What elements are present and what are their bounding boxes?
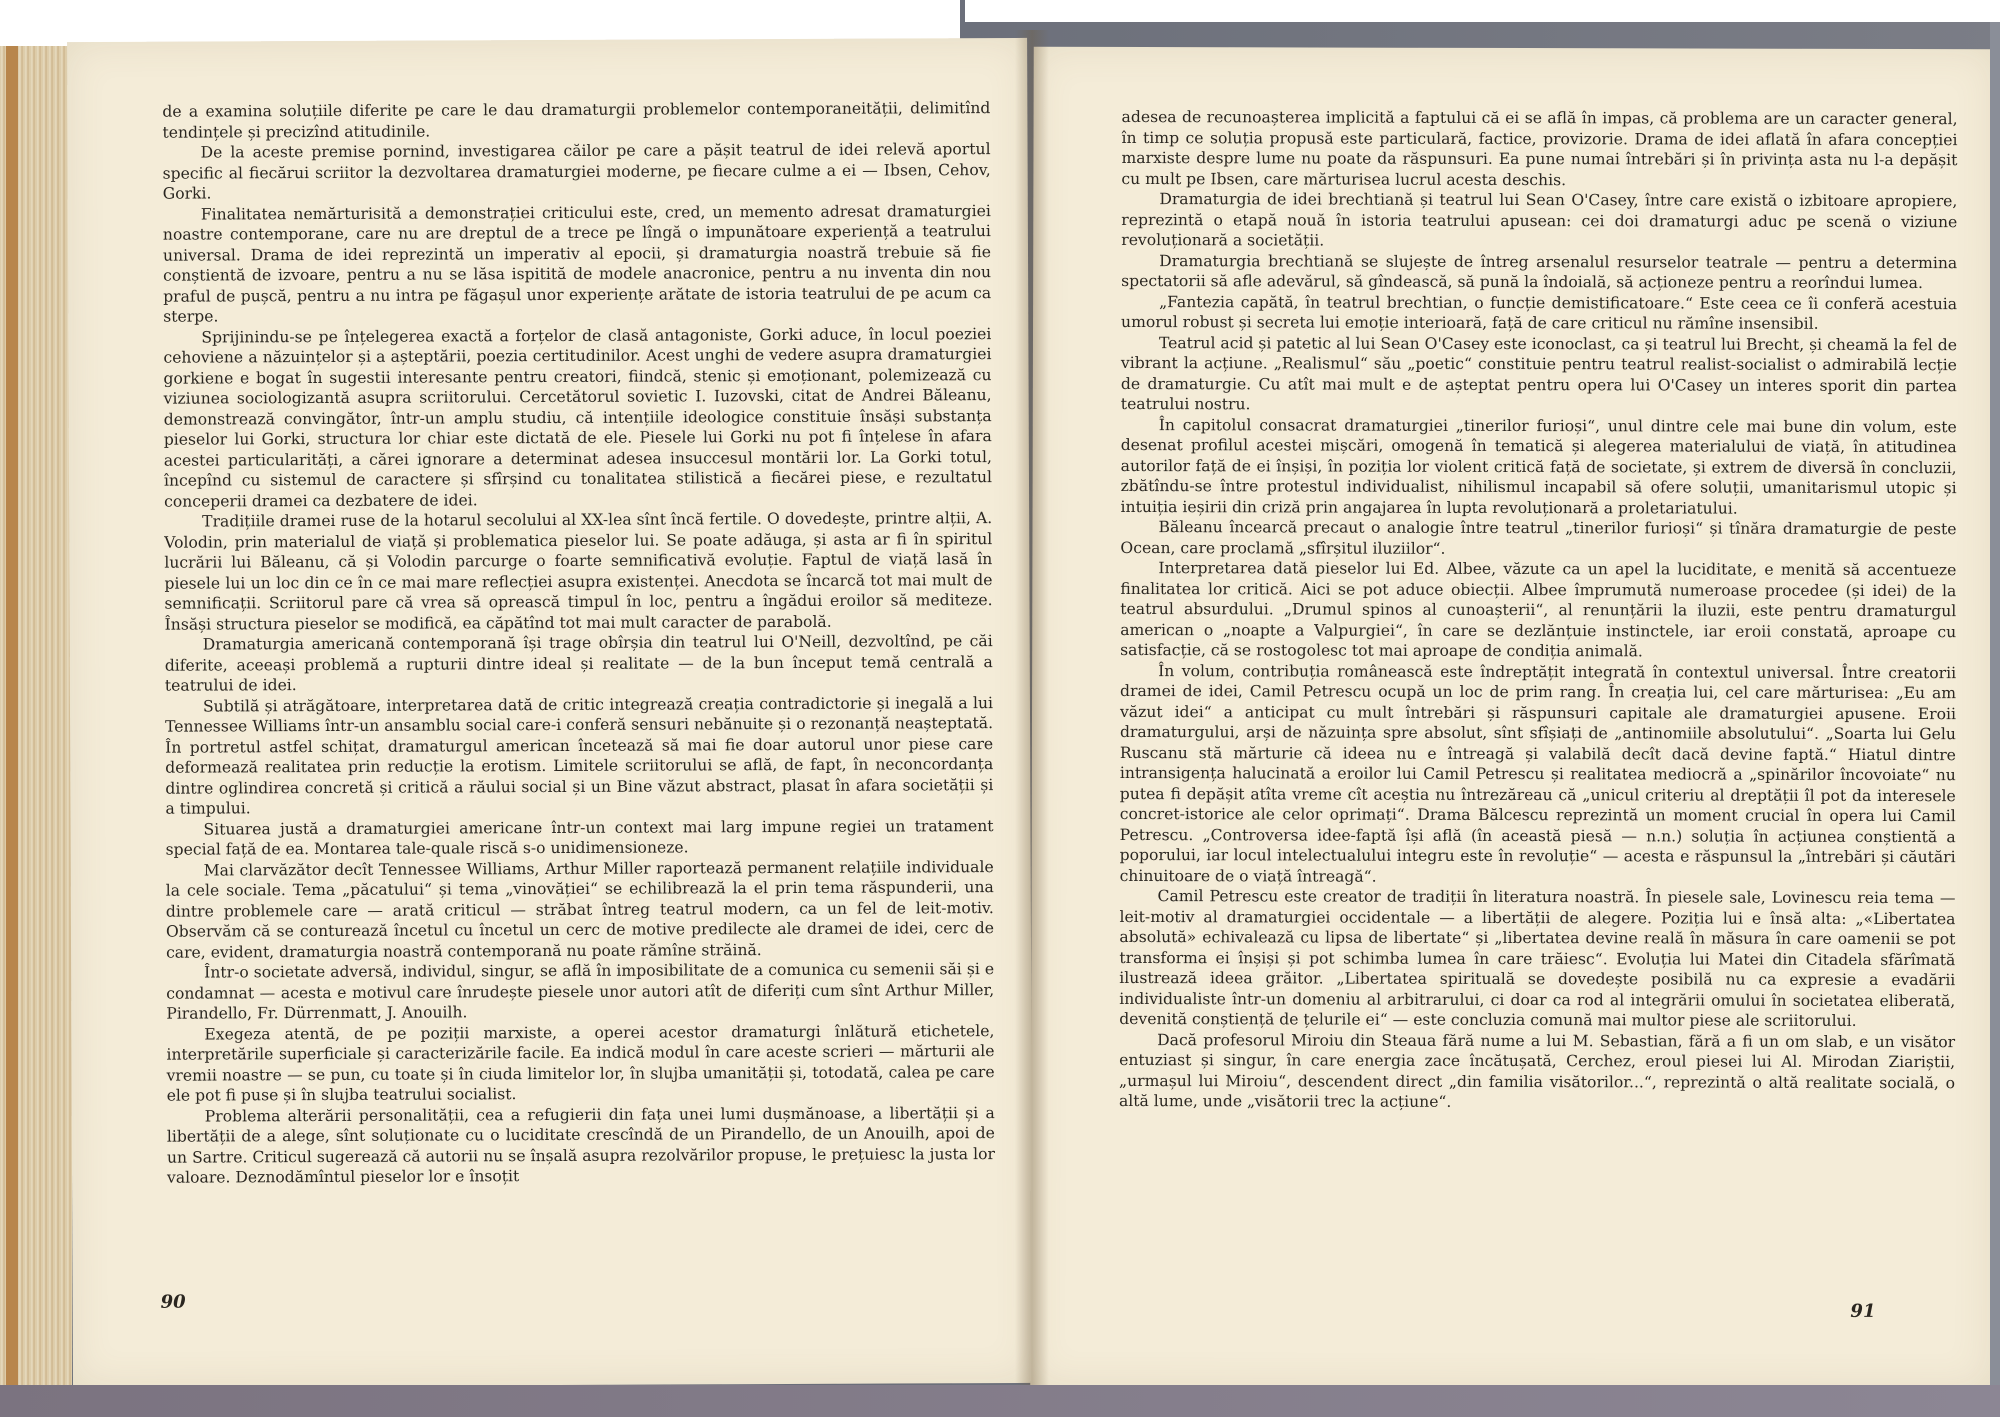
paragraph: În volum, contribuția românească este îndreptățit integrată în contextul universal. Între creatorii dramei de idei, Camil Petrescu ocupă un loc de prim rang. În creația lui, cel care mărturisea: „Eu am văzut idei“ a anticipat cu mult întrebări și răspunsuri capitale ale dramaturgiei apusene. Eroii dramaturgului, arși de năzuința spre absolut, sînt sfîșiați de „antinomiile absolutului“. „Soarta lui Gelu Ruscanu stă mărturie că ideea nu e întreagă și valabilă decît dacă devine faptă.“ Hiatul dintre intransigența halucinată a eroilor lui Camil Petrescu și realitatea mediocră a „spinărilor încovoiate“ nu putea fi depășit atîta vreme cît aceștia nu întrezăreau că „unicul criteriu al dreptății îl pot da interesele concret-istorice ale celor oprimați“. Drama Bălcescu reprezintă un moment crucial în opera lui Camil Petrescu. „Controversa idee-faptă își află (în această piesă — n.n.) soluția în acțiunea conștientă a poporului, iar locul intelectualului integru este în revoluție“ — acesta e răspunsul la „întrebări și căutări chinuitoare de o viață întreagă“. bbox=[1119, 661, 1957, 886]
paragraph: În capitolul consacrat dramaturgiei „tinerilor furioși“, unul dintre cele mai bune din volum, este desenat profilul acestei mișcări, omogenă în tematică și alegerea materialului de viață, în atitudinea autorilor față de ei înșiși, în poziția lor violent critică față de societate, și extrem de diversă în concluzii, zbătîndu-se între protestul individualist, nihilismul incapabil să ofere soluții, umanitarismul utopic și intuiția ieșirii din criză prin angajarea în lupta revoluționară a proletariatului. bbox=[1120, 415, 1957, 518]
paragraph: Tradițiile dramei ruse de la hotarul secolului al XX-lea sînt încă fertile. O dovedește, printre alții, A. Volodin, prin materialul de viață și problematica pieselor lui. Se poate adăuga, și asta ar fi în spiritul lucrării lui Băleanu, că și Volodin parcurge o foarte semnificativă evoluție. Faptul de viață lasă în piesele lui un loc din ce în ce mai mare reflecției asupra existenței. Anecdota se încarcă tot mai mult de semnificații. Scriitorul pare că vrea să oprească timpul în loc, pentru a îngădui eroilor să mediteze. Însăși structura pieselor se modifică, ea căpătînd tot mai mult caracter de parabolă. bbox=[164, 509, 993, 634]
paragraph: Interpretarea dată pieselor lui Ed. Albee, văzute ca un apel la luciditate, e menită să accentueze finalitatea lor critică. Aici se pot aduce obiecții. Albee împrumută numeroase procedee (și idei) de la teatrul absurdului. „Drumul spinos al cunoașterii“, al renunțării la iluzii, este pentru dramaturgul american o „noapte a Valpurgiei“, în care se dezlănțuie instinctele, iar eroii constată, aproape cu satisfacție, că se rostogolesc tot mai aproape de condiția animală. bbox=[1120, 559, 1957, 661]
book-gutter bbox=[1015, 30, 1049, 1400]
page-number-right: 91 bbox=[1850, 1300, 1876, 1322]
paragraph: Dacă profesorul Miroiu din Steaua fără nume a lui M. Sebastian, fără a fi un om slab, e un visător entuziast și singur, în care energia zace încătușată, Cerchez, eroul piesei lui Al. Mirodan Ziariștii, „urmașul lui Miroiu“, descendent direct „din familia visătorilor...“, reprezintă o altă realitate socială, o altă lume, unde „visătorii trec la acțiune“. bbox=[1118, 1030, 1956, 1111]
left-page bbox=[67, 38, 1033, 1387]
paragraph: Subtilă și atrăgătoare, interpretarea dată de critic integrează creația contradictorie și inegală a lui Tennessee Williams într-un ansamblu social care-i conferă sensuri nebănuite și o rezonanță neașteptată. În portretul astfel schițat, dramaturgul american încetează să mai fie doar autorul unor piese care deformează realitatea prin reducție la erotism. Limitele scriitorului se află, de fapt, în neconcordanța dintre oglindirea concretă și critică a răului social și un Bine văzut abstract, plasat în afara societății și a timpului. bbox=[165, 693, 994, 818]
cover-edge-bottom bbox=[0, 1385, 2000, 1417]
paragraph: de a examina soluțiile diferite pe care le dau dramaturgii problemelor contemporaneității, delimitînd tendințele și precizînd atitudinile. bbox=[162, 99, 991, 142]
page-number-left: 90 bbox=[160, 1291, 186, 1313]
paragraph: Sprijinindu-se pe înțelegerea exactă a forțelor de clasă antagoniste, Gorki aduce, în locul poeziei cehoviene a năzuințelor și a așteptării, poezia certitudinilor. Acest unghi de vedere asupra dramaturgiei gorkiene e bogat în sugestii interesante pentru creatori, fiindcă, stenic și emoționant, polemizează cu viziunea sociologizantă asupra scriitorului. Cercetătorul sovietic I. Iuzovski, citat de Andrei Băleanu, demonstrează convingător, într-un amplu studiu, că intențiile ideologice constituie însăși substanța pieselor lui Gorki, structura lor chiar este dictată de ele. Piesele lui Gorki nu pot fi înțelese în afara acestei particularități, a cărei ignorare a determinat adesea insuccesul montării lor. La Gorki totul, începînd cu sistemul de caractere și sfîrșind cu tonalitatea stilistică a fiecărei piese, e rezultatul conceperii dramei ca dezbatere de idei. bbox=[163, 324, 993, 511]
paragraph: De la aceste premise pornind, investigarea căilor pe care a pășit teatrul de idei relevă aportul specific al fiecărui scriitor la dezvoltarea dramaturgiei moderne, pe fiecare culme a ei — Ibsen, Cehov, Gorki. bbox=[162, 140, 991, 203]
paragraph: Teatrul acid și patetic al lui Sean O'Casey este iconoclast, ca și teatrul lui Brecht, și cheamă la fel de vibrant la acțiune. „Realismul“ său „poetic“ constituie pentru teatrul realist-socialist o admirabilă lecție de dramaturgie. Cu atît mai mult e de așteptat pentru opera lui O'Casey un interes sporit din partea teatrului nostru. bbox=[1120, 333, 1958, 414]
background-top-right bbox=[965, 0, 2000, 22]
left-page-text bbox=[162, 98, 995, 1188]
paragraph: Situarea justă a dramaturgiei americane într-un context mai larg impune regiei un tratament special față de ea. Montarea tale-quale riscă s-o unidimensioneze. bbox=[165, 816, 994, 859]
paragraph: „Fantezia capătă, în teatrul brechtian, o funcție demistificatoare.“ Este ceea ce îi conferă acestuia umorul robust și secreta lui emoție interioară, față de care criticul nu rămîne insensibil. bbox=[1121, 292, 1958, 333]
paragraph: Camil Petrescu este creator de tradiții în literatura noastră. În piesele sale, Lovinescu reia tema — leit-motiv al dramaturgiei occidentale — a libertății de alegere. Poziția lui e însă alta: „«Libertatea absolută» echivalează cu lipsa de libertate“ și „libertatea devine reală în măsura în care oamenii se pot transforma ei înșiși și pot schimba lumea în care trăiesc“. Evoluția lui Matei din Citadela sfărîmată ilustrează ideea grăitor. „Libertatea spirituală se dovedește posibilă nu ca expresie a evadării individualiste într-un domeniu al arbitrarului, ci doar ca rod al integrării omului în societatea eliberată, devenită conștiență de țelurile ei“ — este concluzia comună mai multor piese ale scriitorului. bbox=[1119, 887, 1956, 1030]
right-page bbox=[1030, 47, 1994, 1390]
paragraph: adesea de recunoașterea implicită a faptului că ei se află în impas, că problema are un caracter general, în timp ce soluția propusă este particulară, factice, provizorie. Drama de idei aflată în afara concepției marxiste despre lume nu poate da răspunsuri. Ea pune numai întrebări și în privința asta nu l-a depășit cu mult pe Ibsen, care mărturisea lucrul acesta deschis. bbox=[1121, 107, 1958, 189]
paragraph: Mai clarvăzător decît Tennessee Williams, Arthur Miller raportează permanent relațiile individuale la cele sociale. Tema „păcatului“ și tema „vinovăției“ se echilibrează la el prin tema răspunderii, una dintre problemele care — arată criticul — străbat întreg teatrul modern, ca un fel de leit-motiv. Observăm că se conturează încetul cu încetul un cerc de motive predilecte ale dramei de idei, cerc de care, evident, dramaturgia noastră contemporană nu poate rămîne străină. bbox=[165, 857, 994, 962]
right-page-text bbox=[1119, 107, 1958, 1114]
paragraph: Într-o societate adversă, individul, singur, se află în imposibilitate de a comunica cu semenii săi și e condamnat — acesta e motivul care înrudește piesele unor autori atît de diferiți cum sînt Arthur Miller, Pirandello, Fr. Dürrenmatt, J. Anouilh. bbox=[166, 960, 995, 1023]
paragraph: Problema alterării personalității, cea a refugierii din fața unei lumi dușmănoase, a libertății și a libertății de a alege, sînt soluționate cu o luciditate crescîndă de un Pirandello, de un Anouilh, apoi de un Sartre. Criticul sugerează că autorii nu se înșală asupra rezolvărilor propuse, le prețuiesc la justa lor valoare. Deznodămîntul pieselor lor e însoțit bbox=[166, 1103, 995, 1187]
paragraph: Dramaturgia de idei brechtiană și teatrul lui Sean O'Casey, între care există o izbitoare apropiere, reprezintă o etapă nouă în istoria teatrului apusean: cei doi dramaturgi aduc pe scenă o viziune revoluționară a societății. bbox=[1121, 190, 1958, 250]
paragraph: Dramaturgia americană contemporană își trage obîrșia din teatrul lui O'Neill, dezvoltînd, pe căi diferite, aceeași problemă a rupturii dintre ideal și realitate — de la bun început temă centrală a teatrului de idei. bbox=[164, 632, 993, 695]
paragraph: Exegeza atentă, de pe poziții marxiste, a operei acestor dramaturgi înlătură etichetele, interpretările superficiale și caracterizările facile. Ea indică modul în care aceste scrieri — mărturii ale vremii noastre — se pun, cu toate și în ciuda limitelor lor, în slujba umanității și, totodată, calea pe care ele pot fi puse și în slujba teatrului socialist. bbox=[166, 1021, 995, 1105]
paragraph: Finalitatea nemărturisită a demonstrației criticului este, cred, un memento adresat dramaturgiei noastre contemporane, care nu are dreptul de a trece pe lîngă o impunătoare experiență a teatrului universal. Drama de idei reprezintă un imperativ al epocii, și dramaturgia noastră trebuie să fie conștientă de izvoare, pentru a nu se lăsa ispitită de modele anacronice, pentru a nu inventa din nou praful de pușcă, pentru a nu intra pe făgașul unor experiențe arătate de istoria teatrului de pe acum ca sterpe. bbox=[162, 201, 992, 326]
book-spine-edge bbox=[6, 46, 18, 1386]
paragraph: Băleanu încearcă precaut o analogie între teatrul „tinerilor furioși“ și tînăra dramaturgie de peste Ocean, care proclamă „sfîrșitul iluziilor“. bbox=[1120, 518, 1957, 558]
paragraph: Dramaturgia brechtiană se slujește de întreg arsenalul resurselor teatrale — pentru a determina spectatorii să afle adevărul, să gîndească, să pună la îndoială, să acționeze pentru a reorîndui lumea. bbox=[1121, 251, 1958, 293]
cover-edge-right bbox=[1990, 22, 2000, 1392]
